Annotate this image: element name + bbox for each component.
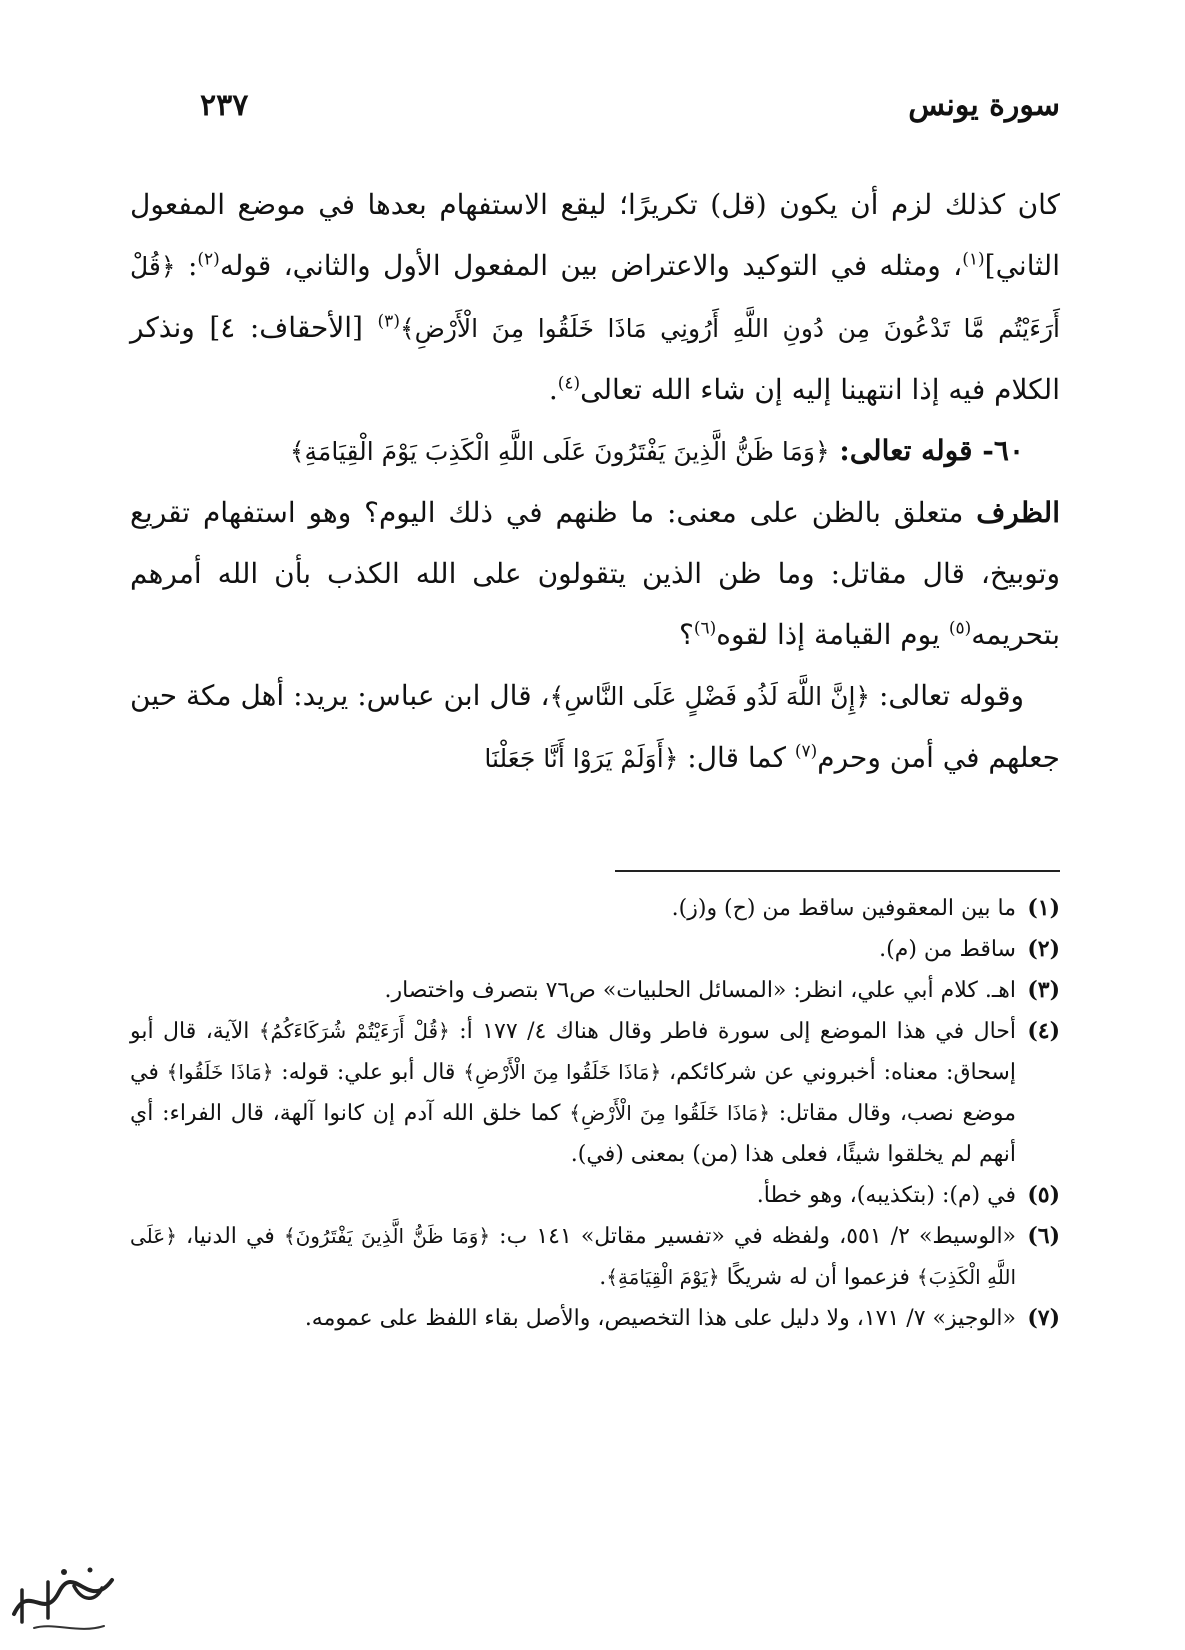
- footnote-4: [130, 1011, 1060, 1175]
- text-run: يوم القيامة إذا لقوه: [716, 618, 949, 651]
- footnote-text: ساقط من (م).: [879, 937, 1016, 962]
- footnote-divider: [615, 870, 1060, 872]
- text-run: «الوسيط» ٢/ ٥٥١، ولفظه في «تفسير مقاتل» ١٤١ ب:: [490, 1224, 1017, 1249]
- footnote-text: «الوجيز» ٧/ ١٧١، ولا دليل على هذا التخصيص، والأصل بقاء اللفظ على عمومه.: [304, 1306, 1016, 1331]
- quran-verse: ﴿وَمَا ظَنُّ الَّذِينَ يَفْتَرُونَ عَلَى اللَّهِ الْكَذِبَ يَوْمَ الْقِيَامَةِ﴾: [289, 437, 830, 466]
- bold-term: الظرف: [976, 496, 1060, 529]
- quran-verse: ﴿عَلَى اللَّهِ الْكَذِبَ﴾: [130, 1224, 1016, 1289]
- text-run: في موضع نصب، وقال مقاتل:: [130, 1060, 1016, 1126]
- footnote-3: [130, 970, 1060, 1011]
- quran-verse: ﴿إِنَّ اللَّهَ لَذُو فَضْلٍ عَلَى النَّاسِ﴾: [549, 682, 871, 711]
- text-run: كان كذلك لزم أن يكون (قل) تكريرًا؛ ليقع الاستفهام بعدها في موضع المفعول الثاني]: [130, 188, 1060, 282]
- paragraph-4: [130, 665, 1060, 789]
- quran-verse: ﴿مَاذَا خَلَقُوا مِنَ الْأَرْضِ﴾: [569, 1101, 770, 1125]
- text-run: الآية، قال أبو إسحاق: معناه: أخبروني عن شركائكم،: [130, 1019, 1016, 1085]
- footnote-number: (٢): [1027, 936, 1060, 962]
- page-header: [200, 88, 1060, 138]
- text-run: في الدنيا،: [176, 1224, 284, 1249]
- footnote-ref-6: (٦): [693, 618, 717, 639]
- footnote-text: [130, 1011, 1016, 1175]
- quran-verse: ﴿أَوَلَمْ يَرَوْا أَنَّا جَعَلْنَا: [484, 744, 679, 773]
- text-run: ، قال ابن عباس: يريد: أهل مكة حين جعلهم في أمن وحرم: [130, 679, 1060, 774]
- text-run: كما قال:: [678, 741, 795, 774]
- footnotes: [130, 888, 1060, 1339]
- quran-verse: ﴿مَاذَا خَلَقُوا﴾: [166, 1060, 274, 1084]
- footnote-ref-3: (٣): [377, 311, 400, 332]
- footnote-text: ما بين المعقوفين ساقط من (ح) و(ز).: [671, 896, 1016, 921]
- text-run: .: [599, 1265, 607, 1290]
- paragraph-3: [130, 482, 1060, 665]
- footnote-6: [130, 1216, 1060, 1298]
- text-run: ؟: [678, 618, 694, 651]
- footnote-number: (٧): [1027, 1305, 1060, 1331]
- text-run: ، ومثله في التوكيد والاعتراض بين المفعول الأول والثاني، قوله: [219, 249, 963, 282]
- paragraph-2: [130, 420, 1060, 482]
- watermark-logo: [4, 1552, 124, 1642]
- footnote-7: [130, 1298, 1060, 1339]
- text-run: [الأحقاف: ٤] ونذكر الكلام فيه إذا انتهينا إليه إن شاء الله تعالى: [130, 311, 1060, 406]
- quran-verse: ﴿يَوْمَ الْقِيَامَةِ﴾: [606, 1265, 720, 1289]
- footnote-text: في (م): (بتكذيبه)، وهو خطأ.: [756, 1183, 1016, 1208]
- text-run: أحال في هذا الموضع إلى سورة فاطر وقال هناك ٤/ ١٧٧ أ:: [449, 1019, 1016, 1044]
- quran-verse: ﴿وَمَا ظَنُّ الَّذِينَ يَفْتَرُونَ﴾: [283, 1224, 491, 1248]
- quran-verse: ﴿قُلْ أَرَءَيْتُمْ شُرَكَاءَكُمُ﴾: [258, 1019, 450, 1043]
- footnote-5: [130, 1175, 1060, 1216]
- footnote-1: [130, 888, 1060, 929]
- footnote-ref-2: (٢): [197, 249, 220, 270]
- footnote-ref-4: (٤): [557, 373, 581, 394]
- footnote-number: (٤): [1027, 1018, 1060, 1044]
- text-run: وقوله تعالى:: [870, 679, 1024, 712]
- footnote-ref-7: (٧): [794, 741, 818, 762]
- footnote-text: اهـ. كلام أبي علي، انظر: «المسائل الحلبيات» ص٧٦ بتصرف واختصار.: [384, 978, 1016, 1003]
- main-text: [130, 174, 1060, 789]
- footnote-number: (٦): [1027, 1223, 1060, 1249]
- footnote-number: (٣): [1027, 977, 1060, 1003]
- paragraph-1: [130, 174, 1060, 420]
- footnote-number: (٥): [1027, 1182, 1060, 1208]
- footnote-ref-1: (١): [962, 249, 985, 270]
- footnote-number: (١): [1027, 895, 1060, 921]
- text-run: كما خلق الله آدم إن كانوا آلهة، قال الفراء: أي أنهم لم يخلقوا شيئًا، فعلى هذا (من) بمعنى (في).: [130, 1101, 1016, 1167]
- text-run: :: [175, 249, 198, 282]
- footnote-text: [130, 1216, 1016, 1298]
- text-run: متعلق بالظن على معنى: ما ظنهم في ذلك اليوم؟ وهو استفهام تقريع وتوبيخ، قال مقاتل: وما ظن الذين يتقولون على الله الكذب بأن الله أمرهم بتحريمه: [130, 496, 1060, 651]
- footnote-ref-5: (٥): [948, 618, 972, 639]
- text-run: فزعموا أن له شريكًا: [719, 1265, 917, 1290]
- text-run: .: [548, 373, 558, 406]
- page-number: ٢٣٧: [200, 88, 249, 123]
- footnote-2: [130, 929, 1060, 970]
- surah-title: سورة يونس: [908, 88, 1060, 123]
- verse-heading: ٦٠- قوله تعالى:: [829, 434, 1024, 467]
- quran-verse: ﴿قُلْ أَرَءَيْتُم مَّا تَدْعُونَ مِن دُونِ اللَّهِ أَرُونِي مَاذَا خَلَقُوا مِنَ الْأَرْضِ﴾: [130, 252, 1060, 343]
- text-run: قال أبو علي: قوله:: [273, 1060, 464, 1085]
- quran-verse: ﴿مَاذَا خَلَقُوا مِنَ الْأَرْضِ﴾: [463, 1060, 662, 1084]
